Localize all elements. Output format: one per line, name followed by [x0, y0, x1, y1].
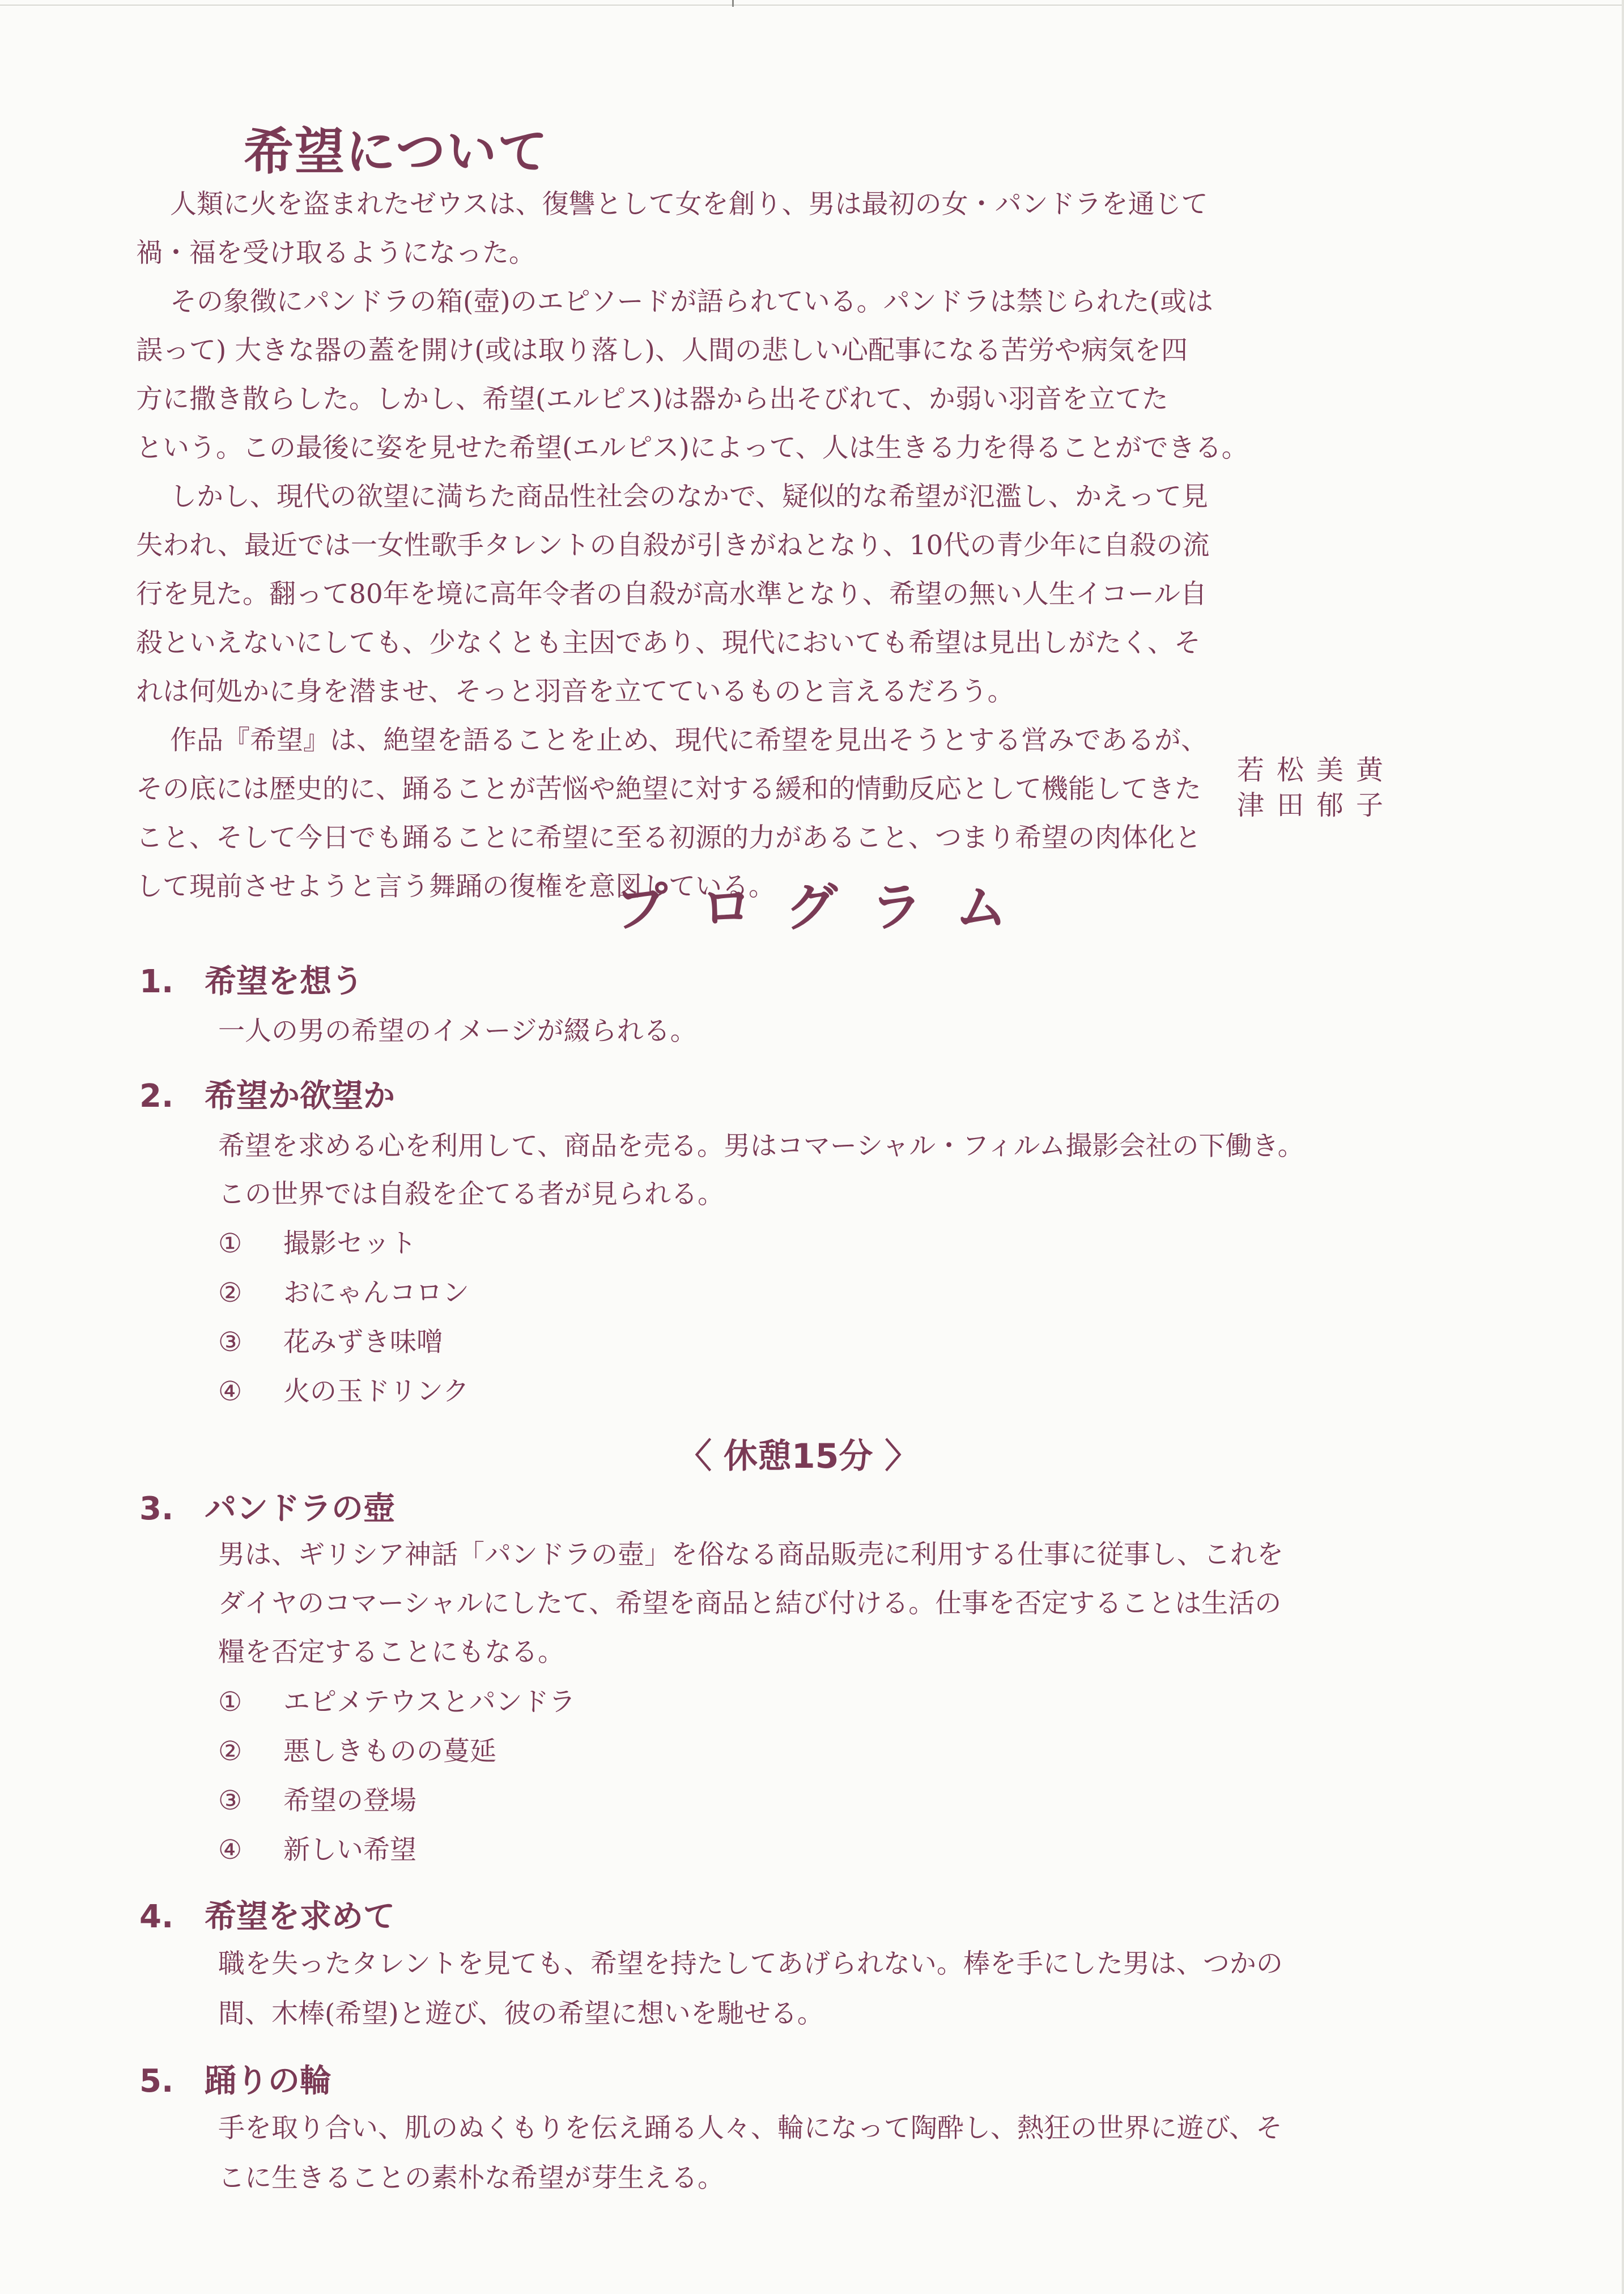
essay-line: 誤って) 大きな器の蓋を開け(或は取り落し)、人間の悲しい心配事になる苦労や病気を四	[136, 335, 1188, 366]
item-text: エピメテウスとパンドラ	[283, 1686, 576, 1718]
essay-line: その象徴にパンドラの箱(壺)のエピソードが語られている。パンドラは禁じられた(或は	[170, 286, 1214, 317]
item-marker: ②	[218, 1277, 243, 1309]
program-section-1-heading	[139, 957, 363, 1002]
program-sub-item	[218, 1779, 416, 1817]
right-page-edge	[1622, 0, 1624, 2294]
section-description-line: ダイヤのコマーシャルにしたて、希望を商品と結び付ける。仕事を否定することは生活の	[218, 1588, 1282, 1619]
author-name: 若松美黄	[1237, 754, 1396, 786]
section-description-line: 希望を求める心を利用して、商品を売る。男はコマーシャル・フィルム撮影会社の下働き。	[218, 1131, 1304, 1162]
essay-line: その底には歴史的に、踊ることが苦悩や絶望に対する緩和的情動反応として機能してきた	[136, 774, 1201, 805]
item-text: 火の玉ドリンク	[283, 1376, 470, 1407]
program-section-4-heading	[139, 1892, 395, 1937]
item-marker: ③	[218, 1785, 243, 1816]
section-description-line: 一人の男の希望のイメージが綴られる。	[218, 1016, 697, 1047]
essay-line: という。この最後に姿を見せた希望(エルピス)によって、人は生きる力を得ることができる。	[136, 432, 1248, 464]
essay-line: して現前させようと言う舞踊の復権を意図している。	[136, 871, 775, 902]
essay-line: 失われ、最近では一女性歌手タレントの自殺が引きがねとなり、10代の青少年に自殺の流	[136, 530, 1210, 561]
program-sub-item	[218, 1222, 416, 1260]
section-number: 2.	[139, 1078, 174, 1115]
program-sub-item	[218, 1829, 416, 1867]
item-text: おにゃんコロン	[283, 1277, 470, 1309]
essay-line: 殺といえないにしても、少なくとも主因であり、現代においても希望は見出しがたく、そ	[136, 627, 1201, 659]
program-section-2-heading	[139, 1071, 395, 1116]
program-sub-item	[218, 1370, 469, 1408]
top-edge-tick	[732, 0, 734, 7]
item-marker: ①	[218, 1228, 243, 1259]
item-marker: ③	[218, 1327, 243, 1358]
section-title: パンドラの壺	[205, 1490, 395, 1527]
essay-line: 人類に火を盗まれたゼウスは、復讐として女を創り、男は最初の女・パンドラを通じて	[170, 189, 1208, 220]
section-title: 希望を求めて	[205, 1898, 395, 1935]
item-text: 悪しきものの蔓延	[283, 1736, 496, 1767]
section-description-line: 職を失ったタレントを見ても、希望を持たしてあげられない。棒を手にした男は、つかの	[218, 1948, 1283, 1979]
section-description-line: 糧を否定することにもなる。	[218, 1637, 564, 1668]
essay-line: 作品『希望』は、絶望を語ることを止め、現代に希望を見出そうとする営みであるが、	[170, 725, 1208, 756]
essay-line: しかし、現代の欲望に満ちた商品性社会のなかで、疑似的な希望が氾濫し、かえって見	[170, 481, 1209, 512]
section-number: 5.	[139, 2063, 174, 2100]
essay-line: 行を見た。翻って80年を境に高年令者の自殺が高水準となり、希望の無い人生イコール自	[136, 579, 1207, 610]
section-title: 踊りの輪	[205, 2063, 331, 2100]
program-sub-item	[218, 1730, 496, 1768]
section-title: 希望か欲望か	[205, 1078, 395, 1115]
item-marker: ④	[218, 1834, 243, 1866]
top-edge-rule	[0, 5, 1624, 6]
intermission-label: 〈 休憩15分 〉	[678, 1437, 919, 1476]
section-title: 希望を想う	[205, 963, 363, 1000]
item-text: 希望の登場	[283, 1785, 416, 1816]
item-text: 新しい希望	[283, 1834, 416, 1866]
item-marker: ①	[218, 1686, 243, 1718]
essay-line: 方に撒き散らした。しかし、希望(エルピス)は器から出そびれて、か弱い羽音を立てた	[136, 384, 1168, 415]
program-sub-item	[218, 1681, 576, 1719]
section-description-line: 間、木棒(希望)と遊び、彼の希望に想いを馳せる。	[218, 1998, 824, 2029]
program-section-3-heading	[139, 1484, 395, 1529]
author-name: 津田郁子	[1237, 789, 1396, 821]
section-description-line: こに生きることの素朴な希望が芽生える。	[218, 2163, 724, 2194]
essay-line: こと、そして今日でも踊ることに希望に至る初源的力があること、つまり希望の肉体化と	[136, 822, 1201, 853]
section-description-line: この世界では自殺を企てる者が見られる。	[218, 1179, 724, 1210]
section-description-line: 手を取り合い、肌のぬくもりを伝え踊る人々、輪になって陶酔し、熱狂の世界に遊び、そ	[218, 2113, 1283, 2144]
author-names	[1237, 753, 1396, 823]
section-number: 3.	[139, 1490, 174, 1527]
item-marker: ④	[218, 1376, 243, 1407]
program-section-5-heading	[139, 2056, 331, 2101]
item-text: 撮影セット	[283, 1228, 416, 1259]
item-marker: ②	[218, 1736, 243, 1767]
program-title: プログラム	[615, 877, 1040, 938]
section-description-line: 男は、ギリシア神話「パンドラの壺」を俗なる商品販売に利用する仕事に従事し、これを	[218, 1539, 1283, 1570]
section-number: 4.	[139, 1898, 174, 1935]
program-sub-item	[218, 1272, 469, 1310]
item-text: 花みずき味噌	[283, 1327, 443, 1358]
program-sub-item	[218, 1321, 443, 1359]
section-number: 1.	[139, 963, 174, 1000]
essay-line: れは何処かに身を潜ませ、そっと羽音を立てているものと言えるだろう。	[136, 676, 1014, 707]
essay-line: 禍・福を受け取るようになった。	[136, 237, 535, 269]
essay-title: 希望について	[244, 122, 549, 181]
